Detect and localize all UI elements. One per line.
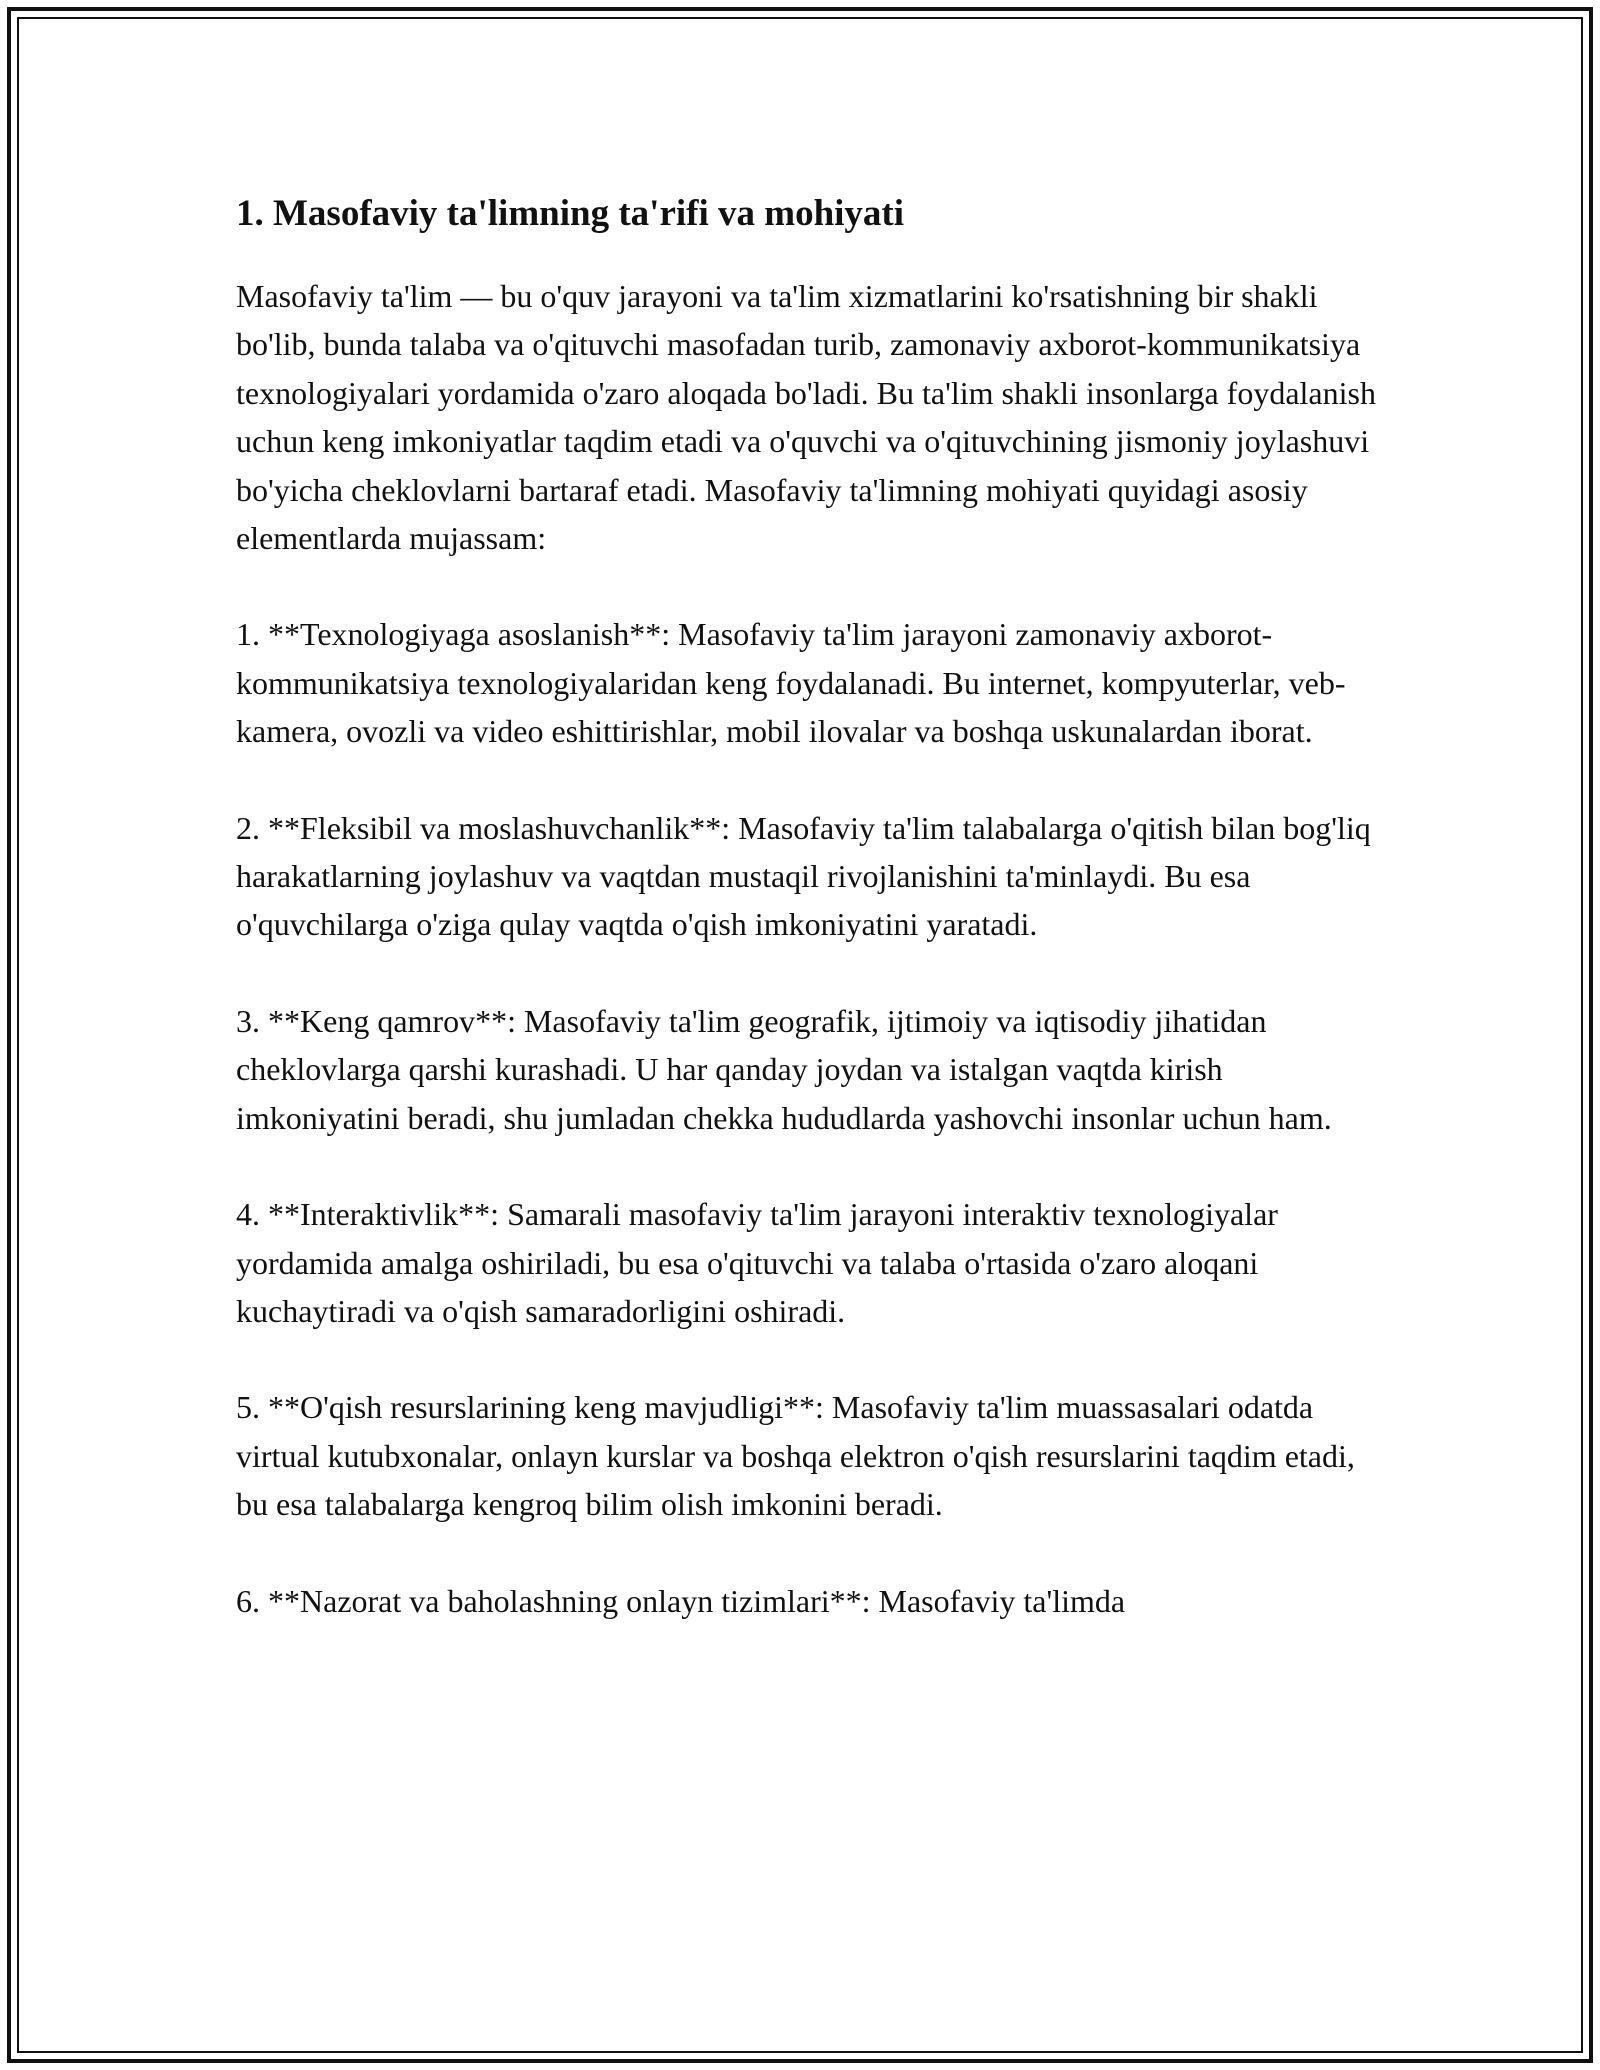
intro-paragraph: Masofaviy ta'lim — bu o'quv jarayoni va ta'lim xizmatlarini ko'rsatishning bir shakli bo'lib, bunda talaba va o'qituvchi masofadan turib, zamonaviy axborot-kommunikatsiya texnologiyalari yordamida o'zaro aloqada bo'ladi. Bu ta'lim shakli insonlarga foydalanish uchun keng imkoniyatlar taqdim etadi va o'quvchi va o'qituvchining jismoniy joylashuvi bo'yicha cheklovlarni bartaraf etadi. Masofaviy ta'limning mohiyati quyidagi asosiy elementlarda mujassam: [236,278,1376,557]
list-item-6: 6. **Nazorat va baholashning onlayn tizimlari**: Masofaviy ta'limda [236,1582,1126,1619]
list-item-2: 2. **Fleksibil va moslashuvchanlik**: Masofaviy ta'lim talabalarga o'qitish bilan bog'liq harakatlarning joylashuv va vaqtdan mustaqil rivojlanishini ta'minlaydi. Bu esa o'quvchilarga o'ziga qulay vaqtda o'qish imkoniyatini yaratadi. [236,809,1371,943]
list-item-1: 1. **Texnologiyaga asoslanish**: Masofaviy ta'lim jarayoni zamonaviy axborot-kommunikatsiya texnologiyalaridan keng foydalanadi. Bu internet, kompyuterlar, veb-kamera, ovozli va video eshittirishlar, mobil ilovalar va boshqa uskunalardan iborat. [236,616,1346,750]
section-heading: 1. Masofaviy ta'limning ta'rifi va mohiyati [236,193,905,234]
list-item-5: 5. **O'qish resurslarining keng mavjudligi**: Masofaviy ta'lim muassasalari odatda virtual kutubxonalar, onlayn kurslar va boshqa elektron o'qish resurslarini taqdim etadi, bu esa talabalarga kengroq bilim olish imkonini beradi. [236,1389,1355,1523]
list-item-3: 3. **Keng qamrov**: Masofaviy ta'lim geografik, ijtimoiy va iqtisodiy jihatidan cheklovlarga qarshi kurashadi. U har qanday joydan va istalgan vaqtda kirish imkoniyatini beradi, shu jumladan chekka hududlarda yashovchi insonlar uchun ham. [236,1002,1332,1136]
list-item-4: 4. **Interaktivlik**: Samarali masofaviy ta'lim jarayoni interaktiv texnologiyalar yordamida amalga oshiriladi, bu esa o'qituvchi va talaba o'rtasida o'zaro aloqani kuchaytiradi va o'qish samaradorligini oshiradi. [236,1196,1278,1329]
document-body [236,190,1376,1673]
